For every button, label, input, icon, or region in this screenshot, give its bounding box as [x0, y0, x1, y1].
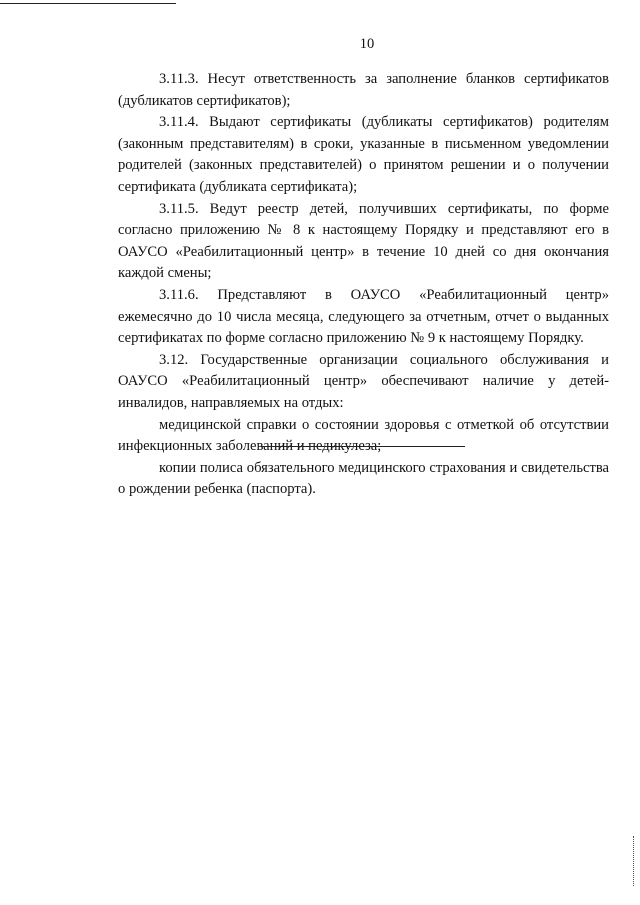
paragraph-insurance-copies: копии полиса обязательного медицинского страхования и свидетельства о рождении ребенка (паспорта).	[118, 459, 609, 498]
paragraph-3-11-5: 3.11.5. Ведут реестр детей, получивших сертификаты, по форме согласно приложению № 8 к настоящему Порядку и представляют его в ОАУСО «Реабилитационный центр» в течение 10 дней со дня окончания каждой смены;	[118, 200, 609, 282]
document-body	[118, 69, 609, 501]
paragraph-3-11-4: 3.11.4. Выдают сертификаты (дубликаты сертификатов) родителям (законным представителям) в сроки, указанные в письменном уведомлении родителей (законных представителей) о принятом решении и о получении сертификата (дубликата сертификата);	[118, 114, 609, 195]
top-divider	[0, 3, 176, 4]
end-divider	[261, 446, 465, 447]
page-number: 10	[359, 36, 375, 52]
paragraph-medical-certificate: медицинской справки о состоянии здоровья с отметкой об отсутствии инфекционных заболеваний и педикулеза;	[118, 416, 609, 455]
paragraph-3-11-6: 3.11.6. Представляют в ОАУСО «Реабилитационный центр» ежемесячно до 10 числа месяца, следующего за отчетным, отчет о выданных сертификатах по форме согласно приложению № 9 к настоящему Порядку.	[118, 286, 609, 347]
paragraph-3-12: 3.12. Государственные организации социального обслуживания и ОАУСО «Реабилитационный центр» обеспечивают наличие у детей-инвалидов, направляемых на отдых:	[118, 351, 609, 411]
scan-edge-mark	[633, 836, 636, 886]
paragraph-3-11-3: 3.11.3. Несут ответственность за заполнение бланков сертификатов (дубликатов сертификатов);	[118, 71, 609, 109]
